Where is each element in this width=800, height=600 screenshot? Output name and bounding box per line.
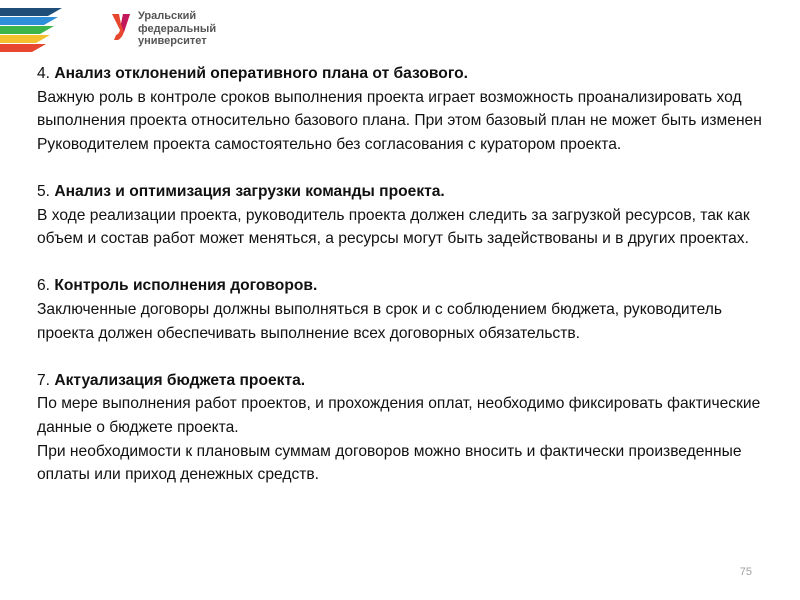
section-heading [37, 62, 777, 86]
logo-line-1: Уральский [138, 10, 197, 22]
section-title: Контроль исполнения договоров. [54, 277, 318, 295]
section-number: 5. [37, 182, 51, 200]
ural-university-logo-mark [110, 10, 132, 46]
section-title: Анализ отклонений оперативного плана от базового. [54, 65, 468, 82]
logo-line-2: федеральный [138, 22, 217, 35]
section-paragraph: По мере выполнения работ проектов, и прохождения оплат, необходимо фиксировать фактические данные о бюджете проекта. [37, 395, 761, 436]
section-baseline-analysis [37, 62, 777, 156]
section-contracts-control [37, 274, 777, 345]
university-logo [110, 10, 220, 50]
page-number: 75 [739, 566, 752, 578]
section-heading [37, 274, 777, 298]
section-number: 6. [37, 277, 51, 295]
section-number: 4. [37, 65, 51, 82]
logo-line-3: университет [138, 35, 207, 47]
section-paragraph: В ходе реализации проекта, руководитель проекта должен следить за загрузкой ресурсов, так как объем и состав работ может меняться, а ресурсы могут быть задействованы и в других проектах. [37, 206, 750, 248]
brand-stripes-decoration [0, 0, 100, 52]
slide-body [37, 62, 777, 510]
section-budget-update [37, 369, 777, 487]
section-number: 7. [37, 371, 51, 389]
section-paragraph: Заключенные договоры должны выполняться в срок и с соблюдением бюджета, руководитель проекта должен обеспечивать выполнение всех договорных обязательств. [37, 300, 722, 342]
section-heading [37, 369, 777, 393]
section-paragraph: Важную роль в контроле сроков выполнения проекта играет возможность проанализировать ход выполнения проекта относительно базового плана. При этом базовый план не может быть изменен Руководителем проекта самостоятельно без согласования с куратором проекта. [37, 88, 762, 153]
section-title: Актуализация бюджета проекта. [54, 371, 306, 389]
section-paragraph: При необходимости к плановым суммам договоров можно вносить и фактически произведенные оплаты или приход денежных средств. [37, 442, 742, 484]
section-heading [37, 180, 777, 204]
logo-text [138, 10, 216, 48]
section-team-load [37, 180, 777, 251]
section-title: Анализ и оптимизация загрузки команды проекта. [54, 182, 445, 200]
